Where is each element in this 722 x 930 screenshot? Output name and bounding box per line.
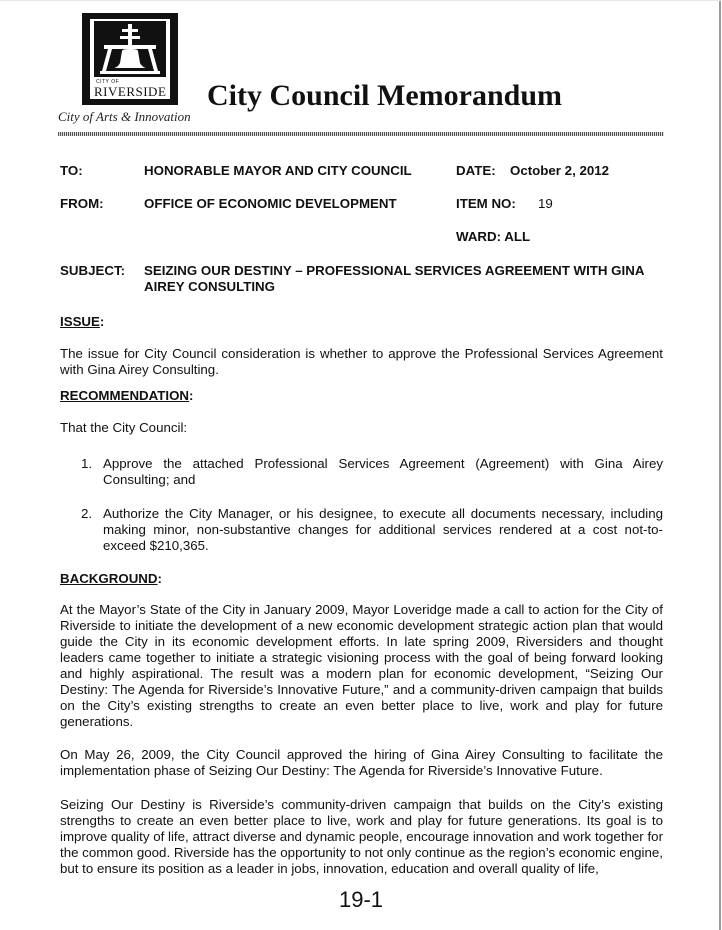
to-label: TO: bbox=[60, 163, 83, 178]
city-tagline: City of Arts & Innovation bbox=[58, 109, 191, 124]
ward-label: WARD: ALL bbox=[456, 229, 531, 244]
subject-line-2: AIREY CONSULTING bbox=[144, 279, 276, 294]
background-paragraph: On May 26, 2009, the City Council approved the hiring of Gina Airey Consulting to facilitate the implementation phase of Seizing Our Destiny: The Agenda for Riverside’s Innovative Future. bbox=[60, 747, 663, 778]
date-label: DATE: bbox=[456, 163, 496, 178]
logo-riverside: RIVERSIDE bbox=[94, 84, 167, 99]
from-label: FROM: bbox=[60, 196, 104, 211]
to-value: HONORABLE MAYOR AND CITY COUNCIL bbox=[144, 163, 412, 178]
item-value: 19 bbox=[538, 196, 553, 211]
background-paragraph: At the Mayor’s State of the City in January 2009, Mayor Loveridge made a call to action for the City of Riverside to initiate the development of a new economic development strategic action plan that would guide the City in its economic development efforts. In late spring 2009, Riversiders and thought leaders came together to initiate a strategic visioning process with the goal of being forward looking and highly aspirational. The result was a modern plan for economic development, “Seizing Our Destiny: The Agenda for Riverside’s Innovative Future,” and a community-driven campaign that builds on the City’s existing strengths to create an even better place to live, work and play for future generations. bbox=[60, 602, 663, 729]
item-label: ITEM NO: bbox=[456, 196, 516, 211]
background-paragraph: Seizing Our Destiny is Riverside’s community-driven campaign that builds on the City’s existing strengths to create an even better place to live, work and play for future generations. Its goal is to improve quality of life, attract diverse and dynamic people, encourage innovation and work together for the common good. Riverside has the opportunity to not only continue as the region’s economic engine, but to ensure its position as a leader in jobs, innovation, education and overall quality of life, bbox=[60, 797, 663, 876]
subject-label: SUBJECT: bbox=[60, 263, 126, 278]
subject-line-1: SEIZING OUR DESTINY – PROFESSIONAL SERVICES AGREEMENT WITH GINA bbox=[144, 263, 645, 278]
issue-heading: ISSUE: bbox=[60, 314, 105, 329]
bell-cross-icon bbox=[94, 21, 166, 77]
header-divider bbox=[58, 132, 664, 136]
recommendation-intro: That the City Council: bbox=[60, 420, 188, 435]
city-logo bbox=[82, 13, 178, 105]
recommendation-item: Authorize the City Manager, or his designee, to execute all documents necessary, including making minor, non-substantive changes for additional services rendered at a cost not-to-exceed $210,365. bbox=[103, 506, 663, 553]
recommendation-item-number: 2. bbox=[81, 506, 93, 521]
page-number: 19-1 bbox=[338, 887, 384, 912]
from-value: OFFICE OF ECONOMIC DEVELOPMENT bbox=[144, 196, 397, 211]
recommendation-item: Approve the attached Professional Services Agreement (Agreement) with Gina Airey Consulting; and bbox=[103, 456, 663, 487]
document-title: City Council Memorandum bbox=[207, 79, 562, 112]
date-value: October 2, 2012 bbox=[510, 163, 610, 178]
background-heading: BACKGROUND: bbox=[60, 571, 162, 586]
issue-text: The issue for City Council consideration is whether to approve the Professional Services Agreement with Gina Airey Consulting. bbox=[60, 346, 663, 377]
logo-city-of: CITY OF bbox=[96, 79, 120, 85]
page-edge bbox=[719, 1, 721, 930]
recommendation-item-number: 1. bbox=[81, 456, 93, 471]
recommendation-heading: RECOMMENDATION: bbox=[60, 388, 194, 403]
